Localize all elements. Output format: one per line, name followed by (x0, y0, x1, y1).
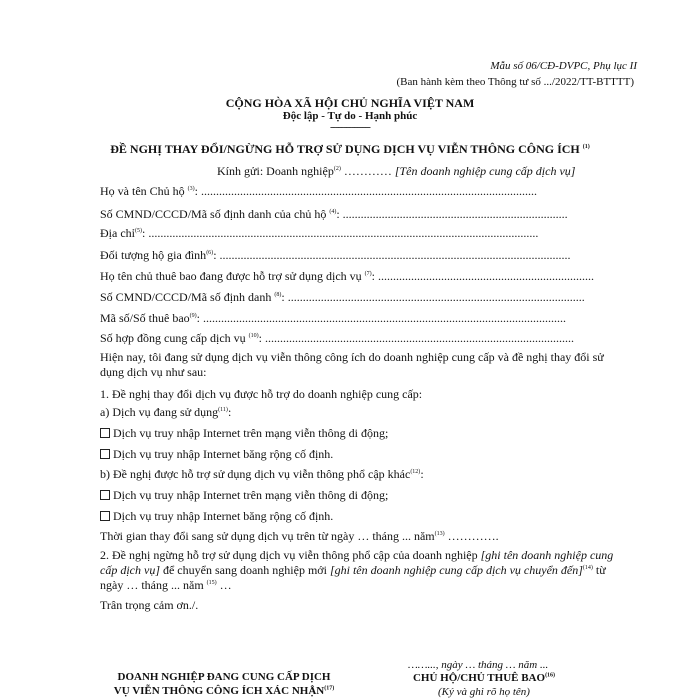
field-dots: : ....................................................................................................... (258, 331, 575, 345)
section2-paragraph (100, 548, 628, 593)
section2-note15: (15) (206, 580, 217, 586)
field-note: (3) (187, 186, 195, 192)
right-signature-note: (16) (545, 672, 556, 679)
field-label: Mã số/Số thuê bao (100, 311, 190, 325)
field-note: (5) (135, 228, 142, 234)
form-number: Mẫu số 06/CĐ-DVPC, Phụ lục II (490, 60, 637, 72)
a-label-text: a) Dịch vụ đang sử dụng (100, 405, 219, 419)
field-note: (7) (364, 271, 372, 277)
a-label-note: (11) (218, 407, 228, 413)
a-label-suffix: : (227, 405, 232, 419)
field-dots: : ........................................................................ (371, 269, 594, 283)
issued-with-note: (Ban hành kèm theo Thông tư số .../2022/TT-BTTTT) (396, 76, 634, 88)
field-dots: : ........................................................................... (336, 207, 568, 221)
field-household-head-id[interactable] (100, 207, 568, 222)
option-label: Dịch vụ truy nhập Internet trên mạng viễn thông di động; (113, 426, 389, 440)
field-address[interactable] (100, 226, 538, 241)
closing-text: Trân trọng cảm ơn./. (100, 598, 199, 612)
option-label: Dịch vụ truy nhập Internet trên mạng viễn thông di động; (113, 488, 389, 502)
right-signature-sub: (Ký và ghi rõ họ tên) (438, 686, 530, 698)
field-note: (10) (248, 333, 259, 339)
section1-a-label (100, 405, 231, 420)
field-label: Số hợp đồng cung cấp dịch vụ (100, 331, 246, 345)
field-household-type[interactable] (100, 248, 571, 263)
field-dots: : ................................................................................................... (281, 290, 585, 304)
form-title-note: (1) (582, 144, 590, 150)
addressee-prefix: Kính gửi: Doanh nghiệp (217, 164, 334, 178)
section2-note14: (14) (582, 565, 593, 571)
left-signature-note: (17) (324, 685, 335, 692)
section1-time-line (100, 529, 499, 544)
date-line: ……..., ngày … tháng … năm ... (408, 659, 549, 671)
left-signature-text: VỤ VIỄN THÔNG CÔNG ÍCH XÁC NHẬN (113, 685, 325, 697)
field-label: Địa chỉ (100, 226, 135, 240)
section1-heading: 1. Đề nghị thay đổi dịch vụ được hỗ trợ do doanh nghiệp cung cấp: (100, 387, 423, 401)
time-text: Thời gian thay đổi sang sử dụng dịch vụ trên từ ngày … tháng ... năm (100, 529, 435, 543)
b-label-note: (12) (410, 469, 421, 475)
section1-b-label (100, 467, 424, 482)
checkbox-icon[interactable] (100, 428, 110, 438)
field-note: (9) (189, 313, 197, 319)
time-note: (13) (434, 531, 445, 537)
field-label: Số CMND/CCCD/Mã số định danh của chủ hộ (100, 207, 327, 221)
section2-part3: để chuyển sang doanh nghiệp mới (159, 563, 330, 577)
field-subscriber-number[interactable] (100, 311, 566, 326)
section2-new-provider: [ghi tên doanh nghiệp cung cấp dịch vụ chuyển đến] (329, 563, 583, 577)
right-signature-text: CHỦ HỘ/CHỦ THUÊ BAO (412, 672, 546, 684)
field-label: Họ và tên Chủ hộ (100, 184, 185, 198)
section2-current-provider: [ghi tên doanh nghiệp cung cấp dịch vụ] (100, 548, 614, 577)
form-title (0, 142, 700, 157)
section2-part5: từ ngày … tháng ... năm (100, 563, 606, 592)
checkbox-icon[interactable] (100, 490, 110, 500)
section1-b-option-broadband[interactable] (100, 509, 333, 524)
field-dots: : ......................................................................................................................... (196, 311, 567, 325)
checkbox-icon[interactable] (100, 511, 110, 521)
right-signature-title (394, 672, 574, 684)
field-label: Họ tên chủ thuê bao đang được hỗ trợ sử dụng dịch vụ (100, 269, 362, 283)
nation-name: CỘNG HÒA XÃ HỘI CHỦ NGHĨA VIỆT NAM (225, 96, 475, 110)
field-subscriber-name[interactable] (100, 269, 594, 284)
addressee-placeholder: [Tên doanh nghiệp cung cấp dịch vụ] (394, 164, 576, 178)
left-signature-title-1: DOANH NGHIỆP ĐANG CUNG CẤP DỊCH (117, 671, 331, 683)
section1-a-option-broadband[interactable] (100, 447, 333, 462)
section1-a-option-mobile[interactable] (100, 426, 388, 441)
b-label-suffix: : (420, 467, 424, 481)
field-note: (4) (329, 209, 337, 215)
field-household-head-name[interactable] (100, 184, 537, 199)
addressee-note: (2) (333, 166, 341, 172)
field-subscriber-id[interactable] (100, 290, 585, 305)
option-label: Dịch vụ truy nhập Internet băng rộng cố định. (113, 509, 334, 523)
section1-b-option-mobile[interactable] (100, 488, 388, 503)
b-label-text: b) Đề nghị được hỗ trợ sử dụng dịch vụ viễn thông phổ cập khác (100, 467, 411, 481)
option-label: Dịch vụ truy nhập Internet băng rộng cố định. (113, 447, 334, 461)
time-suffix: …………. (444, 529, 499, 543)
nation-rule: --------------- (330, 121, 370, 133)
addressee-dots: ………… (340, 164, 395, 178)
field-dots: : .................................................................................................................................. (142, 226, 539, 240)
field-dots: : ................................................................................................................ (194, 184, 537, 198)
field-note: (6) (206, 250, 214, 256)
field-note: (8) (274, 292, 282, 298)
left-signature-title-2 (104, 685, 344, 697)
form-title-text: ĐỀ NGHỊ THAY ĐỔI/NGỪNG HỖ TRỢ SỬ DỤNG DỊCH VỤ VIỄN THÔNG CÔNG ÍCH (110, 142, 580, 156)
field-label: Đối tượng hộ gia đình (100, 248, 207, 262)
intro-paragraph: Hiện nay, tôi đang sử dụng dịch vụ viễn thông công ích do doanh nghiệp cung cấp và đề nghị thay đổi sử dụng dịch vụ như sau: (100, 350, 604, 379)
nation-motto: Độc lập - Tự do - Hạnh phúc (282, 110, 418, 122)
field-label: Số CMND/CCCD/Mã số định danh (100, 290, 272, 304)
field-contract-number[interactable] (100, 331, 574, 346)
section2-part6: … (216, 578, 232, 592)
addressee-line (217, 164, 575, 179)
checkbox-icon[interactable] (100, 449, 110, 459)
field-dots: : ..................................................................................................................... (213, 248, 571, 262)
section2-part1: 2. Đề nghị ngừng hỗ trợ sử dụng dịch vụ viễn thông phổ cập của doanh nghiệp (100, 548, 481, 562)
